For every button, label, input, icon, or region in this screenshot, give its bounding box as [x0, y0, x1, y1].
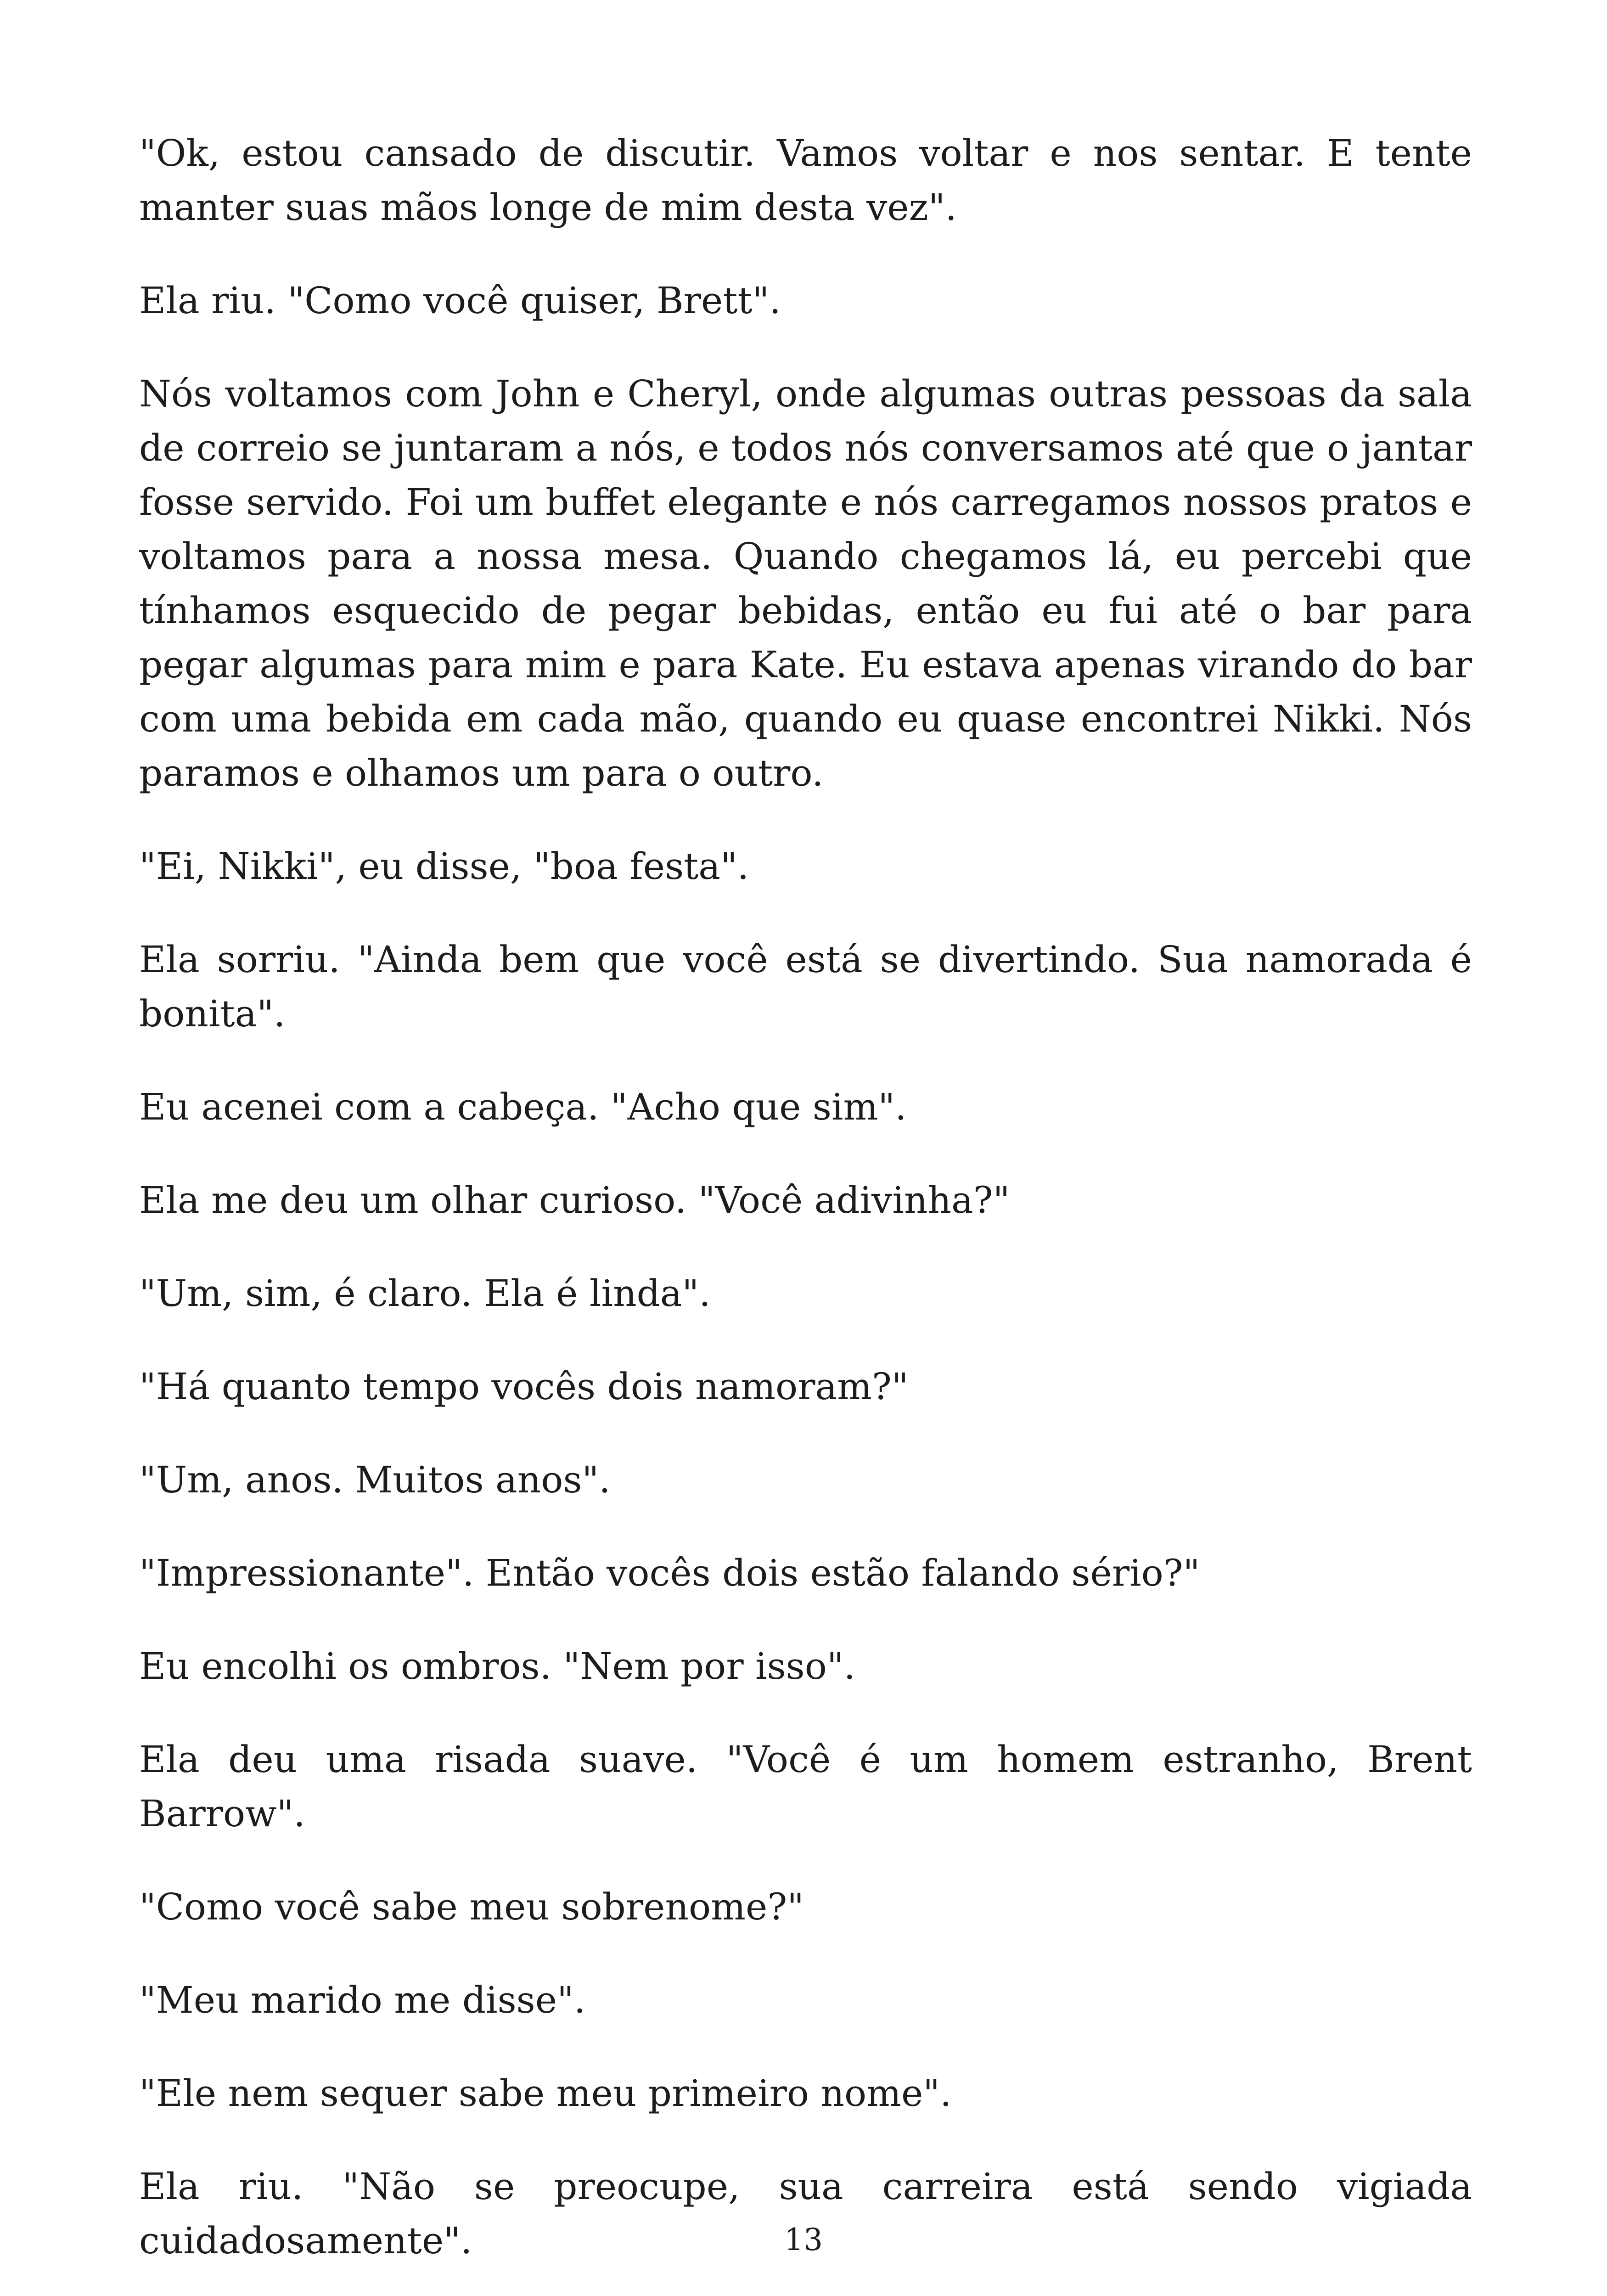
paragraph: Eu acenei com a cabeça. "Acho que sim". [139, 1086, 907, 1128]
paragraph: Ela riu. "Como você quiser, Brett". [139, 279, 781, 322]
paragraph: "Ele nem sequer sabe meu primeiro nome". [139, 2072, 952, 2115]
paragraph: "Há quanto tempo vocês dois namoram?" [139, 1365, 909, 1408]
paragraph: "Um, anos. Muitos anos". [139, 1458, 611, 1501]
paragraph: Ela riu. "Não se preocupe, sua carreira está sendo vigiada cuidadosamente". [139, 2165, 1472, 2262]
paragraph: "Como você sabe meu sobrenome?" [139, 1885, 804, 1928]
page-number: 13 [784, 2222, 823, 2257]
paragraph: Ela me deu um olhar curioso. "Você adivinha?" [139, 1179, 1010, 1221]
paragraph: Eu encolhi os ombros. "Nem por isso". [139, 1645, 856, 1688]
paragraph: Ela sorriu. "Ainda bem que você está se divertindo. Sua namorada é bonita". [139, 938, 1472, 1035]
paragraph: Nós voltamos com John e Cheryl, onde algumas outras pessoas da sala de correio se juntaram a nós, e todos nós conversamos até que o jantar fosse servido. Foi um buffet elegante e nós carregamos nossos pratos e voltamos para a nossa mesa. Quando chegamos lá, eu percebi que tínhamos esquecido de pegar bebidas, então eu fui até o bar para pegar algumas para mim e para Kate. Eu estava apenas virando do bar com uma bebida em cada mão, quando eu quase encontrei Nikki. Nós paramos e olhamos um para o outro. [139, 372, 1472, 794]
paragraph: "Um, sim, é claro. Ela é linda". [139, 1272, 711, 1315]
paragraph: Ela deu uma risada suave. "Você é um homem estranho, Brent Barrow". [139, 1738, 1472, 1835]
paragraph: "Ok, estou cansado de discutir. Vamos voltar e nos sentar. E tente manter suas mãos longe de mim desta vez". [139, 132, 1472, 229]
paragraph: "Ei, Nikki", eu disse, "boa festa". [139, 845, 749, 888]
paragraph: "Impressionante". Então vocês dois estão falando sério?" [139, 1552, 1200, 1594]
paragraph: "Meu marido me disse". [139, 1979, 586, 2021]
page-body [139, 126, 1472, 2296]
